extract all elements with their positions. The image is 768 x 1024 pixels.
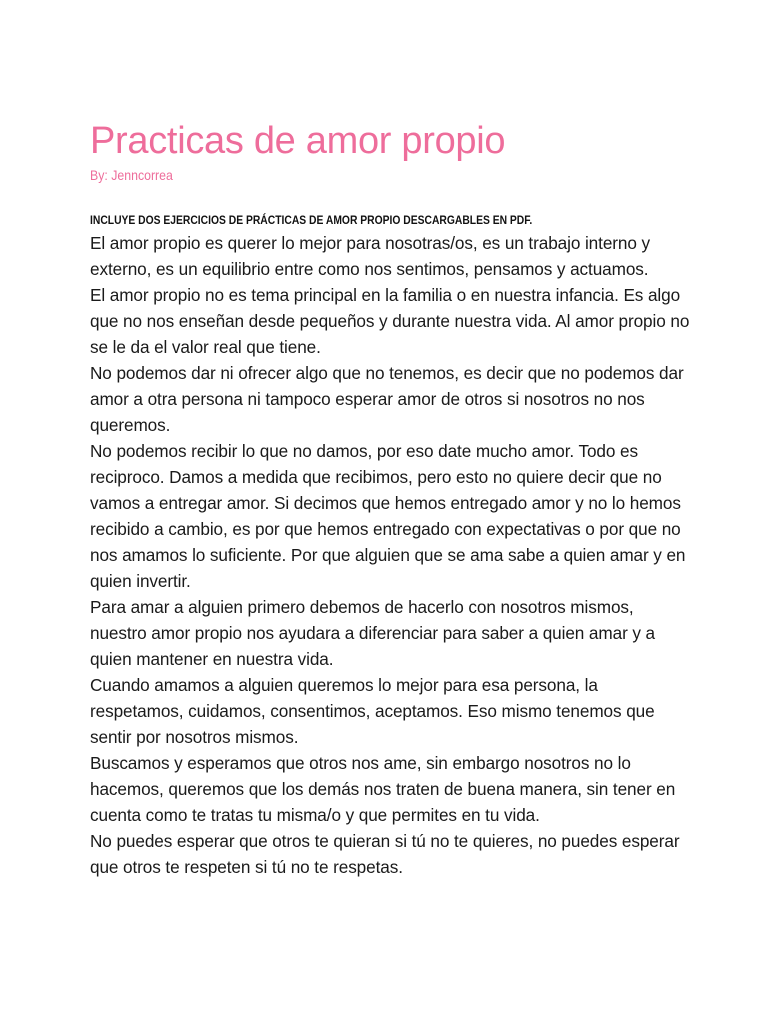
document-page	[90, 118, 690, 880]
paragraph-7: Buscamos y esperamos que otros nos ame, sin embargo nosotros no lo hacemos, queremos que los demás nos traten de buena manera, sin tener en cuenta como te tratas tu misma/o y que permites en tu vida.	[90, 753, 676, 825]
document-subtitle: INCLUYE DOS EJERCICIOS DE PRÁCTICAS DE AMOR PROPIO DESCARGABLES EN PDF.	[90, 213, 533, 227]
paragraph-1: El amor propio es querer lo mejor para nosotras/os, es un trabajo interno y externo, es un equilibrio entre como nos sentimos, pensamos y actuamos.	[90, 233, 650, 279]
paragraph-3: No podemos dar ni ofrecer algo que no tenemos, es decir que no podemos dar amor a otra persona ni tampoco esperar amor de otros si nosotros no nos queremos.	[90, 363, 684, 435]
page-title: Practicas de amor propio	[90, 120, 506, 162]
paragraph-6: Cuando amamos a alguien queremos lo mejor para esa persona, la respetamos, cuidamos, consentimos, aceptamos. Eso mismo tenemos que sentir por nosotros mismos.	[90, 675, 655, 747]
paragraph-2: El amor propio no es tema principal en la familia o en nuestra infancia. Es algo que no nos enseñan desde pequeños y durante nuestra vida. Al amor propio no se le da el valor real que tiene.	[90, 285, 690, 357]
author-byline: By: Jenncorrea	[90, 167, 173, 183]
paragraph-8: No puedes esperar que otros te quieran si tú no te quieres, no puedes esperar que otros te respeten si tú no te respetas.	[90, 831, 680, 877]
paragraph-4: No podemos recibir lo que no damos, por eso date mucho amor. Todo es reciproco. Damos a medida que recibimos, pero esto no quiere decir que no vamos a entregar amor. Si decimos que hemos entregado amor y no lo hemos recibido a cambio, es por que hemos entregado con expectativas o por que no nos amamos lo suficiente. Por que alguien que se ama sabe a quien amar y en quien invertir.	[90, 441, 686, 591]
document-body	[90, 230, 690, 880]
paragraph-5: Para amar a alguien primero debemos de hacerlo con nosotros mismos, nuestro amor propio nos ayudara a diferenciar para saber a quien amar y a quien mantener en nuestra vida.	[90, 597, 655, 669]
